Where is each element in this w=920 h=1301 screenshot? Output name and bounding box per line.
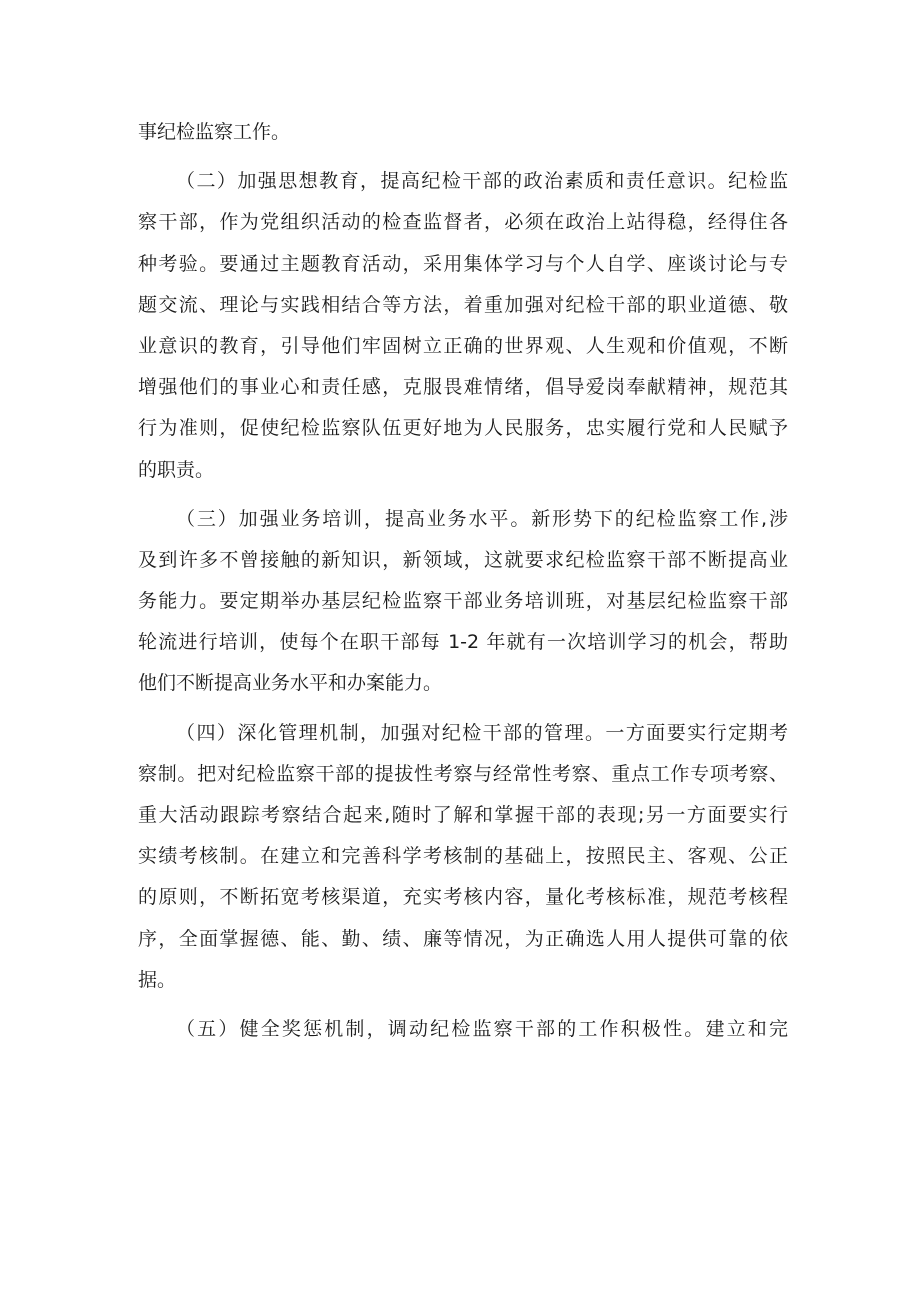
text-line: 的职责。 (138, 458, 215, 481)
text-line: 轮流进行培训，使每个在职干部每 1-2 年就有一次培训学习的机会，帮助 (138, 631, 788, 654)
text-line: 的原则，不断拓宽考核渠道，充实考核内容，量化考核标准，规范考核程 (138, 886, 788, 909)
text-line: 他们不断提高业务水平和办案能力。 (138, 672, 443, 695)
paragraph-4-management-mechanism (138, 713, 788, 1001)
paragraph-continuation (138, 112, 788, 153)
text-line: 题交流、理论与实践相结合等方法，着重加强对纪检干部的职业道德、敬 (138, 293, 788, 316)
text-line: 及到许多不曾接触的新知识，新领域，这就要求纪检监察干部不断提高业 (138, 548, 788, 571)
text-line: 种考验。要通过主题教育活动，采用集体学习与个人自学、座谈讨论与专 (138, 252, 788, 275)
text-line: 行为准则，促使纪检监察队伍更好地为人民服务，忠实履行党和人民赋予 (138, 417, 788, 440)
text-line: 察制。把对纪检监察干部的提拔性考察与经常性考察、重点工作专项考察、 (138, 762, 788, 785)
text-line: 据。 (138, 968, 177, 991)
paragraph-2-ideological-education (138, 161, 788, 491)
text-line: 重大活动跟踪考察结合起来,随时了解和掌握干部的表现;另一方面要实行 (138, 804, 788, 826)
text-line: （二）加强思想教育，提高纪检干部的政治素质和责任意识。纪检监 (176, 170, 788, 193)
text-line: 实绩考核制。在建立和完善科学考核制的基础上，按照民主、客观、公正 (138, 845, 788, 868)
paragraph-3-business-training (138, 499, 788, 705)
text-line: 务能力。要定期举办基层纪检监察干部业务培训班，对基层纪检监察干部 (138, 590, 788, 613)
text-line: 察干部，作为党组织活动的检查监督者，必须在政治上站得稳，经得住各 (138, 211, 788, 234)
text-line: 事纪检监察工作。 (138, 121, 291, 143)
text-line: 业意识的教育，引导他们牢固树立正确的世界观、人生观和价值观，不断 (138, 334, 788, 357)
paragraph-5-reward-punishment (138, 1009, 788, 1050)
text-line: （五）健全奖惩机制，调动纪检监察干部的工作积极性。建立和完 (176, 1017, 788, 1040)
document-body (138, 112, 788, 1050)
text-line: （三）加强业务培训，提高业务水平。新形势下的纪检监察工作,涉 (176, 507, 788, 530)
text-line: 增强他们的事业心和责任感，克服畏难情绪，倡导爱岗奉献精神，规范其 (138, 376, 788, 399)
text-line: 序，全面掌握德、能、勤、绩、廉等情况，为正确选人用人提供可靠的依 (138, 927, 788, 950)
text-line: （四）深化管理机制，加强对纪检干部的管理。一方面要实行定期考 (176, 721, 788, 744)
